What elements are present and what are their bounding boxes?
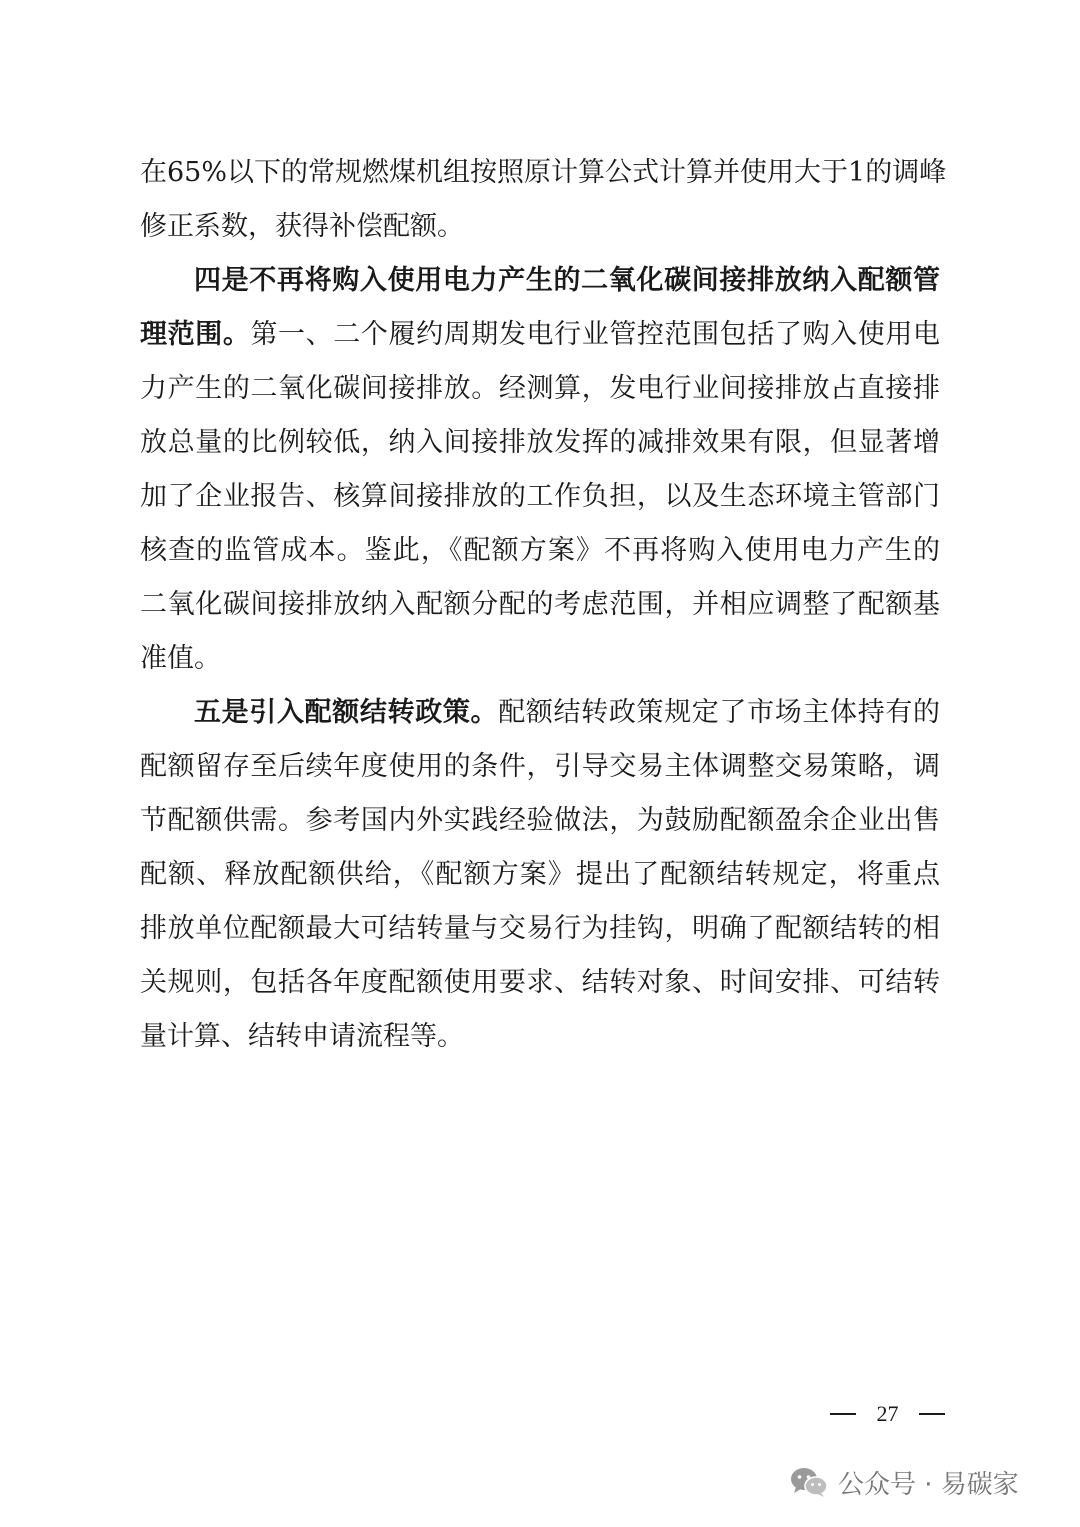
- paragraph-line: [140, 318, 940, 352]
- dash-left: [830, 1413, 856, 1415]
- paragraph-line: [140, 588, 940, 622]
- paragraph-line: [140, 210, 940, 244]
- bold-heading-text: 理范围。: [140, 319, 251, 350]
- page-number-text: 27: [876, 1401, 899, 1426]
- line-text: 配额、释放配额供给，《配额方案》提出了配额结转规定，将重点: [140, 859, 940, 890]
- line-text: 修正系数，获得补偿配额。: [140, 211, 464, 242]
- paragraph-line: [140, 480, 940, 514]
- line-text: 准值。: [140, 643, 221, 674]
- watermark-text: 公众号 · 易碳家: [838, 1469, 1019, 1500]
- line-text: 配额结转政策规定了市场主体持有的: [498, 697, 941, 728]
- paragraph-line: [194, 264, 940, 298]
- paragraph-line: [140, 966, 940, 1000]
- paragraph-line: [140, 912, 940, 946]
- paragraph-line: [140, 534, 940, 568]
- paragraph-line: [140, 156, 947, 190]
- line-text: 力产生的二氧化碳间接排放。经测算，发电行业间接排放占直接排: [140, 373, 940, 404]
- watermark: [790, 1460, 1019, 1504]
- line-text: 放总量的比例较低，纳入间接排放发挥的减排效果有限，但显著增: [140, 427, 940, 458]
- paragraph-line: [140, 642, 940, 676]
- dash-right: [919, 1413, 945, 1415]
- paragraph-line: [140, 372, 940, 406]
- paragraph-line: [140, 804, 940, 838]
- paragraph-line: [140, 858, 940, 892]
- wechat-icon: [790, 1466, 828, 1498]
- line-text: 配额留存至后续年度使用的条件，引导交易主体调整交易策略，调: [140, 751, 940, 782]
- paragraph-line: [140, 1020, 940, 1054]
- line-text: 在65%以下的常规燃煤机组按照原计算公式计算并使用大于1的调峰: [140, 157, 947, 188]
- line-text: 关规则，包括各年度配额使用要求、结转对象、时间安排、可结转: [140, 967, 940, 998]
- line-text: 量计算、结转申请流程等。: [140, 1021, 464, 1052]
- paragraph-line: [140, 750, 940, 784]
- line-text: 排放单位配额最大可结转量与交易行为挂钩，明确了配额结转的相: [140, 913, 940, 944]
- paragraph-line: [140, 426, 940, 460]
- page-number: [830, 1398, 945, 1430]
- line-text: 二氧化碳间接排放纳入配额分配的考虑范围，并相应调整了配额基: [140, 589, 940, 620]
- line-text: 加了企业报告、核算间接排放的工作负担，以及生态环境主管部门: [140, 481, 940, 512]
- bold-heading-text: 五是引入配额结转政策。: [194, 697, 499, 728]
- line-text: 第一、二个履约周期发电行业管控范围包括了购入使用电: [250, 319, 941, 350]
- line-text: 节配额供需。参考国内外实践经验做法，为鼓励配额盈余企业出售: [140, 805, 940, 836]
- paragraph-line: [194, 696, 940, 730]
- bold-heading-text: 四是不再将购入使用电力产生的二氧化碳间接排放纳入配额管: [194, 265, 940, 296]
- line-text: 核查的监管成本。鉴此，《配额方案》不再将购入使用电力产生的: [140, 535, 940, 566]
